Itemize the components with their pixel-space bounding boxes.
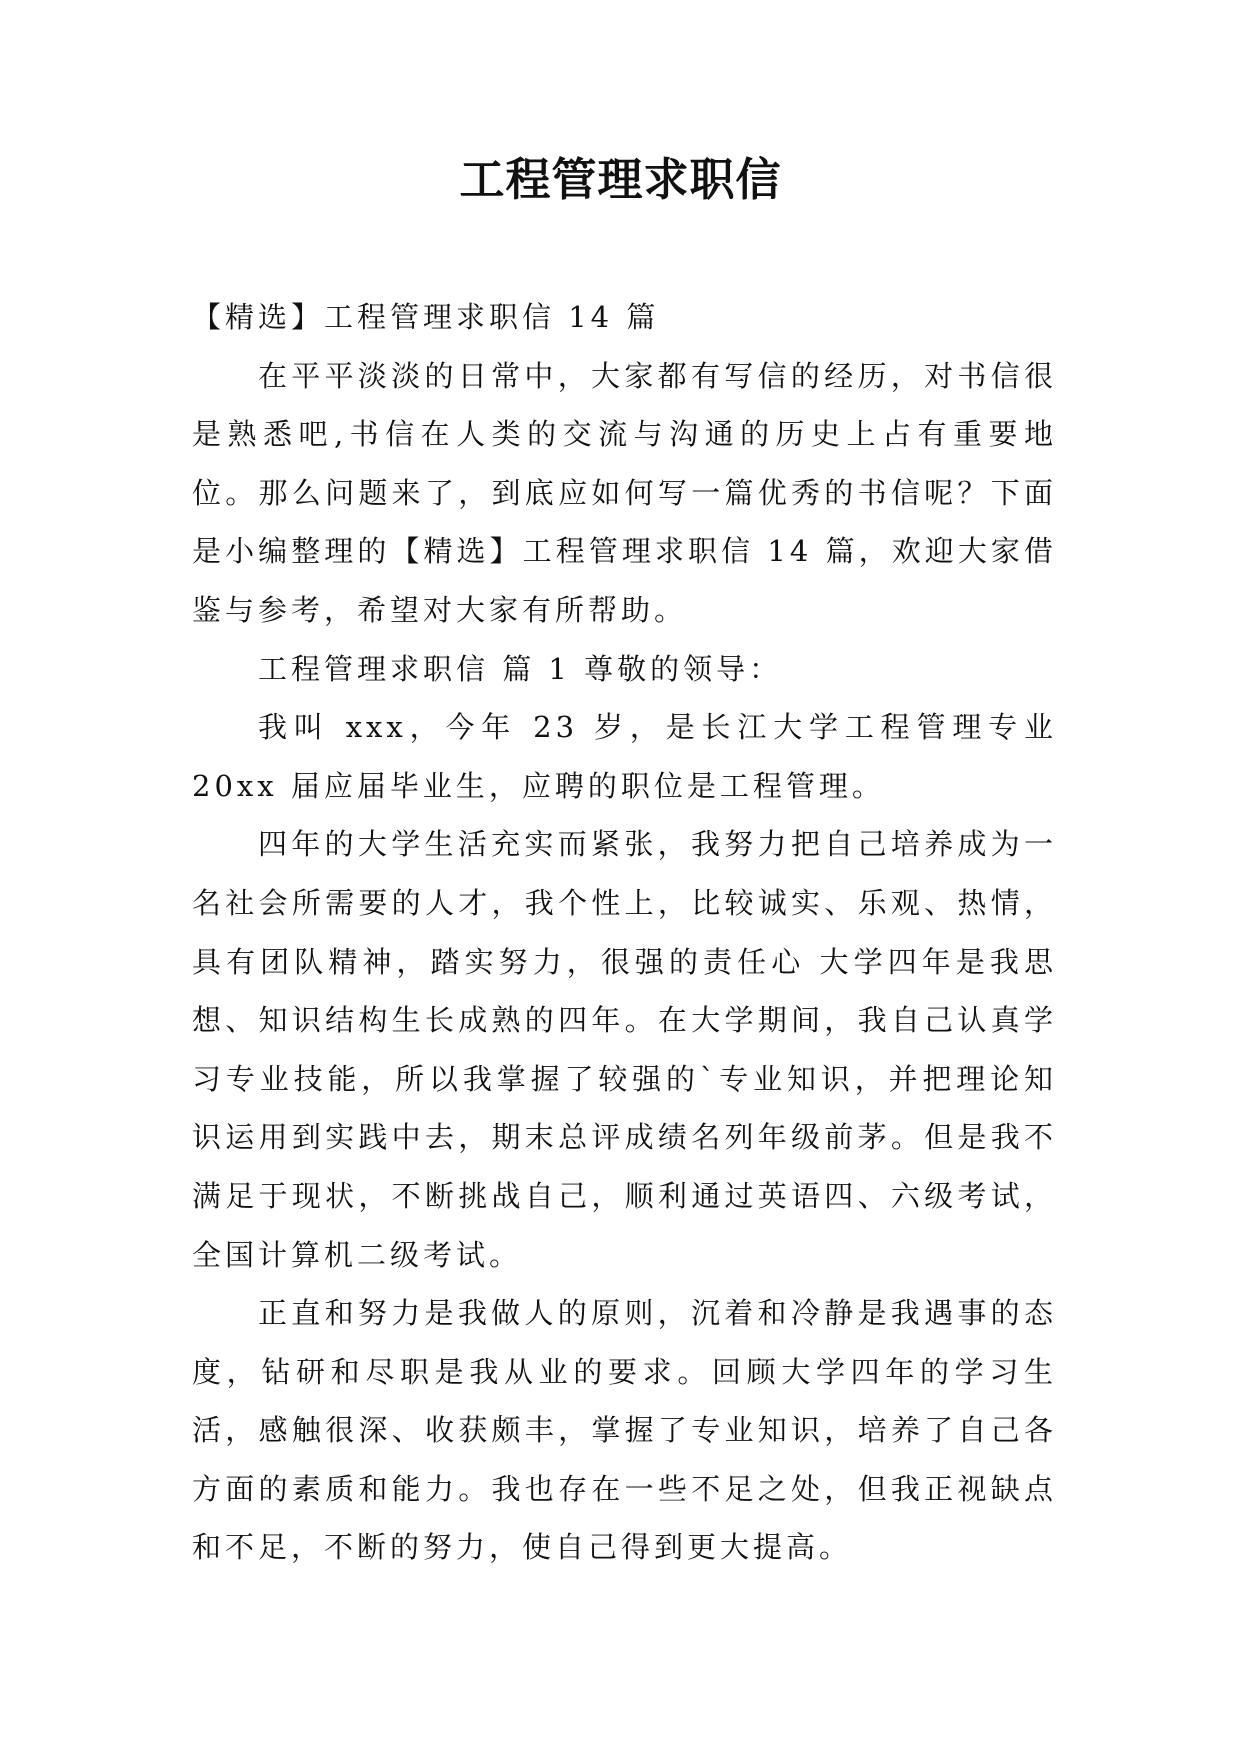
- paragraph-heading: 【精选】工程管理求职信 14 篇: [192, 300, 660, 334]
- paragraph-intro: 在平平淡淡的日常中，大家都有写信的经历，对书信很是熟悉吧,书信在人类的交流与沟通的历史上占有重要地位。那么问题来了，到底应如何写一篇优秀的书信呢？下面是小编整理的【精选】工程管理求职信 14 篇，欢迎大家借鉴与参考，希望对大家有所帮助。: [192, 358, 1057, 627]
- paragraph-principles: 正直和努力是我做人的原则，沉着和冷静是我遇事的态度，钻研和尽职是我从业的要求。回顾大学四年的学习生活，感触很深、收获颇丰，掌握了专业知识，培养了自己各方面的素质和能力。我也存在一些不足之处，但我正视缺点和不足，不断的努力，使自己得到更大提高。: [192, 1296, 1057, 1565]
- paragraph-university-life: 四年的大学生活充实而紧张，我努力把自己培养成为一名社会所需要的人才，我个性上，比较诚实、乐观、热情，具有团队精神，踏实努力，很强的责任心 大学四年是我思想、知识结构生长成熟的四年。在大学期间，我自己认真学习专业技能，所以我掌握了较强的`专业知识，并把理论知识运用到实践中去，期末总评成绩名列年级前茅。但是我不满足于现状，不断挑战自己，顺利通过英语四、六级考试，全国计算机二级考试。: [192, 827, 1057, 1272]
- document-title: 工程管理求职信: [459, 153, 782, 206]
- paragraph-salutation: 工程管理求职信 篇 1 尊敬的领导：: [258, 651, 783, 686]
- paragraph-self-introduction: 我叫 xxx，今年 23 岁，是长江大学工程管理专业 20xx 届应届毕业生，应聘的职位是工程管理。: [192, 710, 1057, 803]
- document-body: [192, 288, 1057, 1577]
